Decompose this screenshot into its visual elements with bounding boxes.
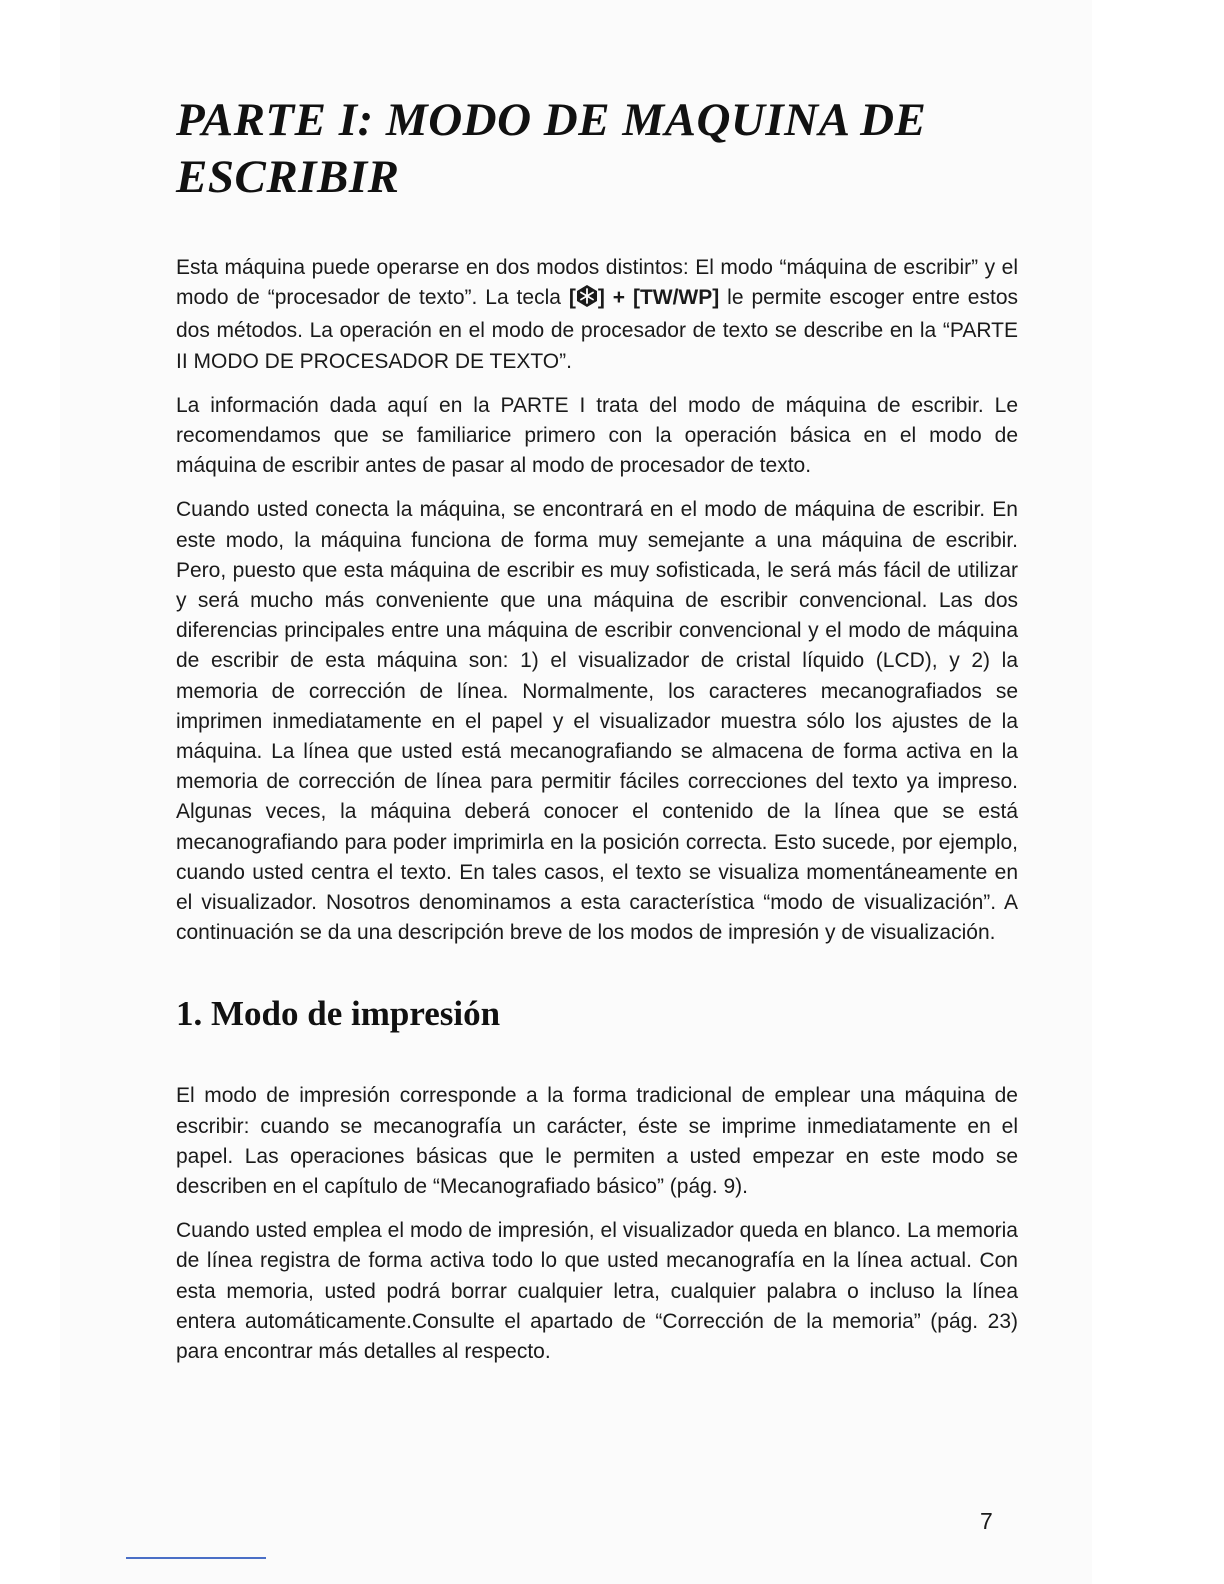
intro-paragraph-3: Cuando usted conecta la máquina, se encontrará en el modo de máquina de escribir. En este modo, la máquina funciona de forma muy semejante a una máquina de escribir. Pero, puesto que esta máquina de escribir es muy sofisticada, le será más fácil de utilizar y será mucho más conveniente que una máquina de escribir convencional. Las dos diferencias principales entre una máquina de escribir convencional y el modo de máquina de escribir de esta máquina son: 1) el visualizador de cristal líquido (LCD), y 2) la memoria de corrección de línea. Normalmente, los caracteres mecanografiados se imprimen inmediatamente en el papel y el visualizador muestra sólo los ajustes de la máquina. La línea que usted está mecanografiando se almacena de forma activa en la memoria de corrección de línea para permitir fáciles correcciones del texto ya impreso. Algunas veces, la máquina deberá conocer el contenido de la línea que se está mecanografiando para poder imprimirla en la posición correcta. Esto sucede, por ejemplo, cuando usted centra el texto. En tales casos, el texto se visualiza momentáneamente en el visualizador. Nosotros denominamos a esta característica “modo de visualización”. A continuación se da una descripción breve de los modos de impresión y de visualización. <box>176 498 1018 945</box>
part-title <box>176 92 1018 206</box>
document-content <box>176 92 1018 1367</box>
bottom-rule <box>126 1557 266 1559</box>
code-key: [ ] <box>569 286 605 309</box>
part-title-line-1: PARTE I: MODO DE MAQUINA DE <box>176 94 927 146</box>
snowflake-key-icon <box>577 285 597 316</box>
section-paragraph-1: El modo de impresión corresponde a la forma tradicional de emplear una máquina de escribir: cuando se mecanografía un carácter, éste se imprime inmediatamente en el papel. Las operaciones básicas que le permiten a usted empezar en este modo se describen en el capítulo de “Mecanografiado básico” (pág. 9). <box>176 1084 1018 1199</box>
key-plus: + <box>604 286 633 310</box>
section-paragraph-2: Cuando usted emplea el modo de impresión, el visualizador queda en blanco. La memoria de línea registra de forma activa todo lo que usted mecanografía en la línea actual. Con esta memoria, usted podrá borrar cualquier letra, cualquier palabra o incluso la línea entera automáticamente.Consulte el apartado de “Corrección de la memoria” (pág. 23) para encontrar más detalles al respecto. <box>176 1219 1018 1364</box>
intro-text-after-key: le permite escoger entre estos dos métodos. La operación en el modo de procesador de texto se describe en la “PARTE II MODO DE PROCESADOR DE TEXTO”. <box>176 286 1018 373</box>
intro-paragraph-1 <box>176 253 1018 377</box>
intro-paragraph-2: La información dada aquí en la PARTE I trata del modo de máquina de escribir. Le recomendamos que se familiarice primero con la operación básica en el modo de máquina de escribir antes de pasar al modo de procesador de texto. <box>176 393 1018 478</box>
tw-wp-key: [TW/WP] <box>632 286 720 310</box>
page-number: 7 <box>980 1508 993 1534</box>
intro-text-before-key: Esta máquina puede operarse en dos modos distintos: El modo “máquina de escribir” y el modo de “procesador de texto”. La tecla <box>176 256 1018 310</box>
section-heading: 1. Modo de impresión <box>176 994 501 1034</box>
part-title-line-2: ESCRIBIR <box>176 151 400 203</box>
